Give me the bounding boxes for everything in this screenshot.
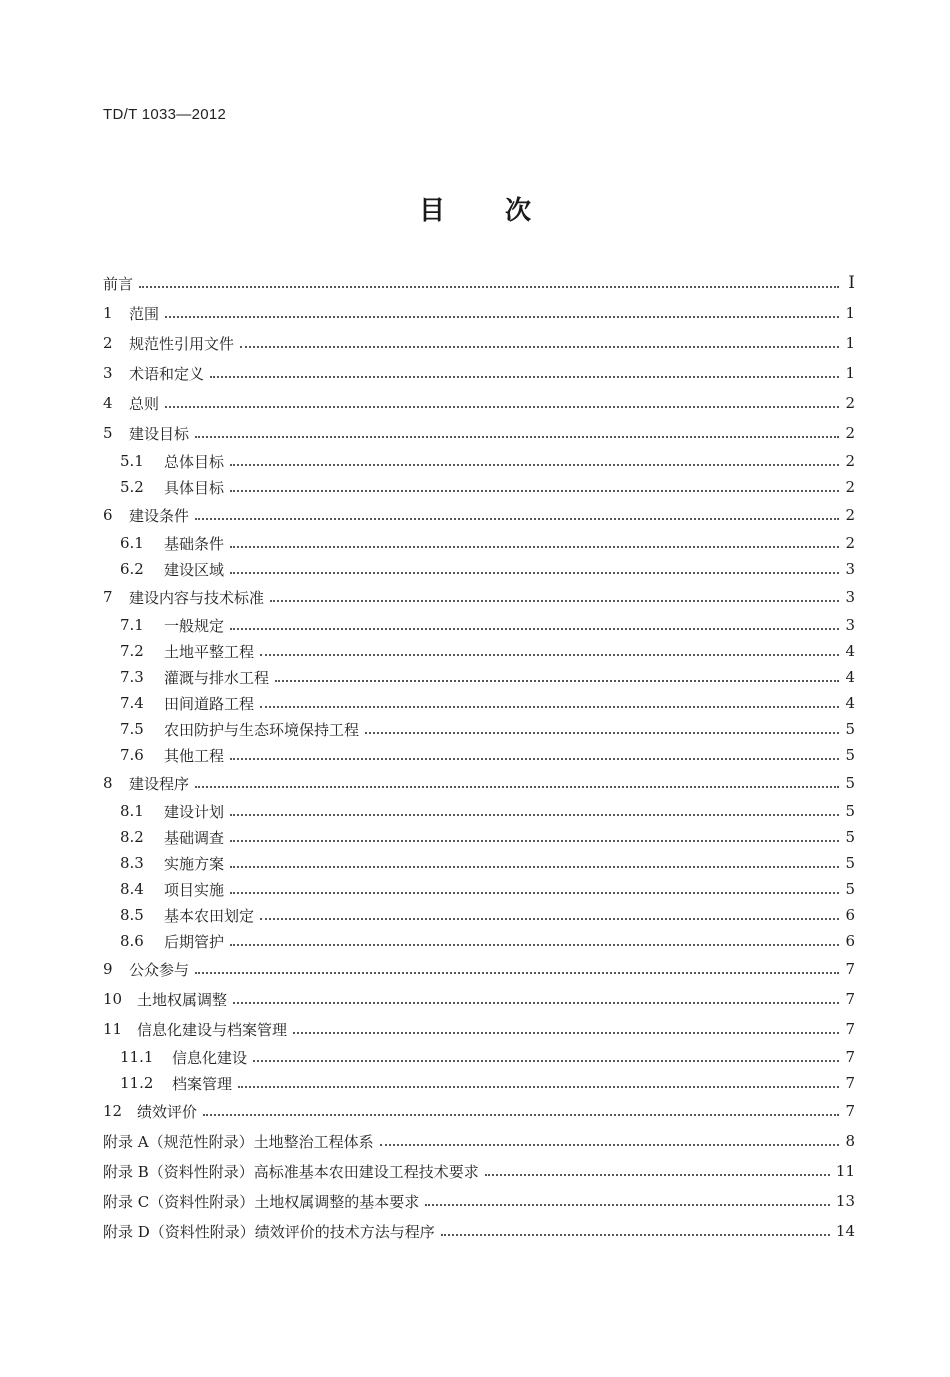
toc-page-number: 7 xyxy=(845,1102,855,1120)
table-of-contents xyxy=(103,268,855,1246)
toc-entry-number: 6.1 xyxy=(120,534,144,552)
toc-page-number: 1 xyxy=(845,304,855,322)
toc-entry-number: 6.2 xyxy=(120,560,144,578)
toc-entry xyxy=(103,984,855,1014)
toc-page-number: 6 xyxy=(845,932,855,950)
toc-leader-dots xyxy=(230,758,839,760)
toc-entry-number: 11 xyxy=(103,1020,123,1038)
toc-entry-number: 7.4 xyxy=(120,694,144,712)
toc-leader-dots xyxy=(275,680,839,682)
toc-subentry xyxy=(103,1044,855,1070)
toc-entry-title: 土地权属调整的基本要求 xyxy=(254,1192,420,1211)
toc-subentry xyxy=(103,1070,855,1096)
toc-page-number: 5 xyxy=(845,746,855,764)
toc-entry xyxy=(103,298,855,328)
toc-entry-number: 8 xyxy=(103,774,113,792)
toc-entry-number: 4 xyxy=(103,394,113,412)
toc-page-number: 3 xyxy=(845,560,855,578)
toc-page-number: 6 xyxy=(845,906,855,924)
toc-page-number: 2 xyxy=(845,534,855,552)
toc-entry-number: 8.2 xyxy=(120,828,144,846)
toc-subentry xyxy=(103,876,855,902)
toc-entry-title: 后期管护 xyxy=(164,932,225,951)
toc-entry-title: 基础调查 xyxy=(164,828,225,847)
toc-page-number: 2 xyxy=(845,506,855,524)
toc-entry-title: 土地整治工程体系 xyxy=(253,1132,374,1151)
toc-entry-number: 11.2 xyxy=(120,1074,154,1092)
toc-leader-dots xyxy=(253,1060,839,1062)
toc-appendix-entry xyxy=(103,1186,855,1216)
toc-page-number: 3 xyxy=(845,588,855,606)
toc-page-number: 5 xyxy=(845,828,855,846)
toc-leader-dots xyxy=(230,840,839,842)
toc-page-number: 7 xyxy=(845,1020,855,1038)
toc-page-number: 2 xyxy=(845,394,855,412)
toc-entry-title: 高标准基本农田建设工程技术要求 xyxy=(253,1162,479,1181)
toc-leader-dots xyxy=(230,866,839,868)
toc-entry xyxy=(103,388,855,418)
toc-page-number: 1 xyxy=(845,334,855,352)
toc-entry xyxy=(103,418,855,448)
title-char-2: 次 xyxy=(505,196,532,226)
toc-entry-title: 建设区域 xyxy=(164,560,225,579)
toc-entry-title: 绩效评价 xyxy=(137,1102,198,1121)
toc-entry xyxy=(103,500,855,530)
toc-page-number: 7 xyxy=(845,960,855,978)
toc-leader-dots xyxy=(233,1002,839,1004)
toc-entry-title: 项目实施 xyxy=(164,880,225,899)
toc-leader-dots xyxy=(230,546,839,548)
toc-page-number: 4 xyxy=(845,694,855,712)
toc-page-number: 7 xyxy=(845,990,855,1008)
toc-page-number: 7 xyxy=(845,1074,855,1092)
toc-leader-dots xyxy=(195,972,839,974)
toc-leader-dots xyxy=(485,1174,830,1176)
toc-subentry xyxy=(103,902,855,928)
toc-entry-number: 附录 C（资料性附录） xyxy=(103,1192,255,1211)
toc-entry-title: 信息化建设与档案管理 xyxy=(137,1020,288,1039)
toc-entry-title: 其他工程 xyxy=(164,746,225,765)
toc-leader-dots xyxy=(260,918,839,920)
toc-entry-number: 5 xyxy=(103,424,113,442)
toc-leader-dots xyxy=(195,786,839,788)
toc-leader-dots xyxy=(425,1204,830,1206)
toc-entry xyxy=(103,582,855,612)
toc-entry-title: 建设条件 xyxy=(129,506,190,525)
toc-entry-number: 5.2 xyxy=(120,478,144,496)
toc-leader-dots xyxy=(230,892,839,894)
toc-leader-dots xyxy=(260,706,839,708)
toc-entry-number: 12 xyxy=(103,1102,123,1120)
toc-leader-dots xyxy=(260,654,839,656)
toc-entry-title: 建设计划 xyxy=(164,802,225,821)
toc-entry-title: 建设内容与技术标准 xyxy=(129,588,265,607)
toc-entry-number: 2 xyxy=(103,334,113,352)
toc-appendix-entry xyxy=(103,1216,855,1246)
toc-page-number: 7 xyxy=(845,1048,855,1066)
toc-entry xyxy=(103,1014,855,1044)
toc-entry-number: 9 xyxy=(103,960,113,978)
toc-page-number: 1 xyxy=(845,364,855,382)
toc-page-number: 2 xyxy=(845,478,855,496)
toc-entry-title: 基本农田划定 xyxy=(164,906,255,925)
toc-subentry xyxy=(103,824,855,850)
toc-subentry xyxy=(103,928,855,954)
toc-page-number: 3 xyxy=(845,616,855,634)
toc-subentry xyxy=(103,474,855,500)
toc-page-number: 5 xyxy=(845,720,855,738)
toc-entry-number: 6 xyxy=(103,506,113,524)
toc-leader-dots xyxy=(165,406,839,408)
toc-page-number: 8 xyxy=(845,1132,855,1150)
toc-subentry xyxy=(103,612,855,638)
toc-subentry xyxy=(103,742,855,768)
toc-entry-number: 7.2 xyxy=(120,642,144,660)
toc-entry-title: 总体目标 xyxy=(164,452,225,471)
toc-entry-title: 土地平整工程 xyxy=(164,642,255,661)
toc-entry-number: 1 xyxy=(103,304,113,322)
toc-page-number: 5 xyxy=(845,854,855,872)
toc-entry-title: 公众参与 xyxy=(129,960,190,979)
toc-entry-title: 田间道路工程 xyxy=(164,694,255,713)
toc-leader-dots xyxy=(195,518,839,520)
toc-leader-dots xyxy=(365,732,839,734)
toc-entry-number: 附录 B（资料性附录） xyxy=(103,1162,254,1181)
toc-leader-dots xyxy=(165,316,839,318)
toc-entry-number: 8.6 xyxy=(120,932,144,950)
toc-entry-title: 档案管理 xyxy=(172,1074,233,1093)
toc-entry xyxy=(103,954,855,984)
toc-leader-dots xyxy=(195,436,839,438)
toc-entry-title: 前言 xyxy=(103,274,134,293)
toc-entry-title: 信息化建设 xyxy=(172,1048,248,1067)
toc-entry-number: 5.1 xyxy=(120,452,144,470)
toc-entry-number: 10 xyxy=(103,990,123,1008)
toc-page-number: 2 xyxy=(845,452,855,470)
toc-entry-number: 7.5 xyxy=(120,720,144,738)
toc-leader-dots xyxy=(230,944,839,946)
toc-leader-dots xyxy=(230,572,839,574)
toc-leader-dots xyxy=(441,1234,830,1236)
toc-subentry xyxy=(103,850,855,876)
toc-entry xyxy=(103,328,855,358)
toc-leader-dots xyxy=(238,1086,839,1088)
toc-entry-title: 基础条件 xyxy=(164,534,225,553)
toc-page-number: 14 xyxy=(835,1222,855,1240)
toc-leader-dots xyxy=(293,1032,839,1034)
toc-page-number: 2 xyxy=(845,424,855,442)
toc-subentry xyxy=(103,664,855,690)
toc-page-number: 11 xyxy=(835,1162,855,1180)
toc-page-number: 13 xyxy=(835,1192,855,1210)
toc-page-number: 4 xyxy=(845,642,855,660)
toc-leader-dots xyxy=(230,464,839,466)
toc-subentry xyxy=(103,638,855,664)
toc-page-number: I xyxy=(848,273,855,293)
toc-entry-title: 建设程序 xyxy=(129,774,190,793)
toc-subentry xyxy=(103,798,855,824)
toc-page-number: 5 xyxy=(845,802,855,820)
toc-entry-number: 11.1 xyxy=(120,1048,154,1066)
toc-entry xyxy=(103,1096,855,1126)
toc-entry-title: 总则 xyxy=(129,394,160,413)
toc-subentry xyxy=(103,556,855,582)
toc-entry-title: 实施方案 xyxy=(164,854,225,873)
toc-leader-dots xyxy=(230,814,839,816)
toc-entry-title: 范围 xyxy=(129,304,160,323)
toc-entry-number: 7.6 xyxy=(120,746,144,764)
toc-entry-title: 规范性引用文件 xyxy=(129,334,235,353)
toc-entry-number: 8.4 xyxy=(120,880,144,898)
toc-page-number: 5 xyxy=(845,880,855,898)
toc-leader-dots xyxy=(139,286,839,288)
toc-entry xyxy=(103,768,855,798)
toc-entry xyxy=(103,358,855,388)
toc-appendix-entry xyxy=(103,1156,855,1186)
toc-entry-number: 7.1 xyxy=(120,616,144,634)
toc-page-number: 5 xyxy=(845,774,855,792)
standard-code: TD/T 1033—2012 xyxy=(103,106,227,123)
toc-entry-title: 灌溉与排水工程 xyxy=(164,668,270,687)
toc-leader-dots xyxy=(240,346,839,348)
toc-entry-number: 8.3 xyxy=(120,854,144,872)
toc-entry-number: 8.5 xyxy=(120,906,144,924)
toc-entry-number: 3 xyxy=(103,364,113,382)
toc-leader-dots xyxy=(203,1114,839,1116)
toc-leader-dots xyxy=(210,376,839,378)
toc-subentry xyxy=(103,716,855,742)
page-title xyxy=(0,190,950,227)
toc-entry-number: 附录 A（规范性附录） xyxy=(103,1132,254,1151)
toc-entry-number: 8.1 xyxy=(120,802,144,820)
toc-subentry xyxy=(103,530,855,556)
toc-entry-title: 建设目标 xyxy=(129,424,190,443)
toc-leader-dots xyxy=(230,628,839,630)
toc-subentry xyxy=(103,448,855,474)
toc-appendix-entry xyxy=(103,1126,855,1156)
toc-entry-title: 土地权属调整 xyxy=(137,990,228,1009)
toc-entry-title: 一般规定 xyxy=(164,616,225,635)
toc-entry xyxy=(103,268,855,298)
title-char-1: 目 xyxy=(418,196,445,226)
toc-subentry xyxy=(103,690,855,716)
toc-entry-title: 具体目标 xyxy=(164,478,225,497)
toc-entry-title: 术语和定义 xyxy=(129,364,205,383)
toc-leader-dots xyxy=(230,490,839,492)
toc-entry-title: 农田防护与生态环境保持工程 xyxy=(164,720,360,739)
toc-page-number: 4 xyxy=(845,668,855,686)
toc-leader-dots xyxy=(270,600,839,602)
toc-entry-number: 7.3 xyxy=(120,668,144,686)
toc-leader-dots xyxy=(380,1144,839,1146)
toc-entry-number: 7 xyxy=(103,588,113,606)
toc-entry-title: 绩效评价的技术方法与程序 xyxy=(254,1222,435,1241)
toc-entry-number: 附录 D（资料性附录） xyxy=(103,1222,255,1241)
